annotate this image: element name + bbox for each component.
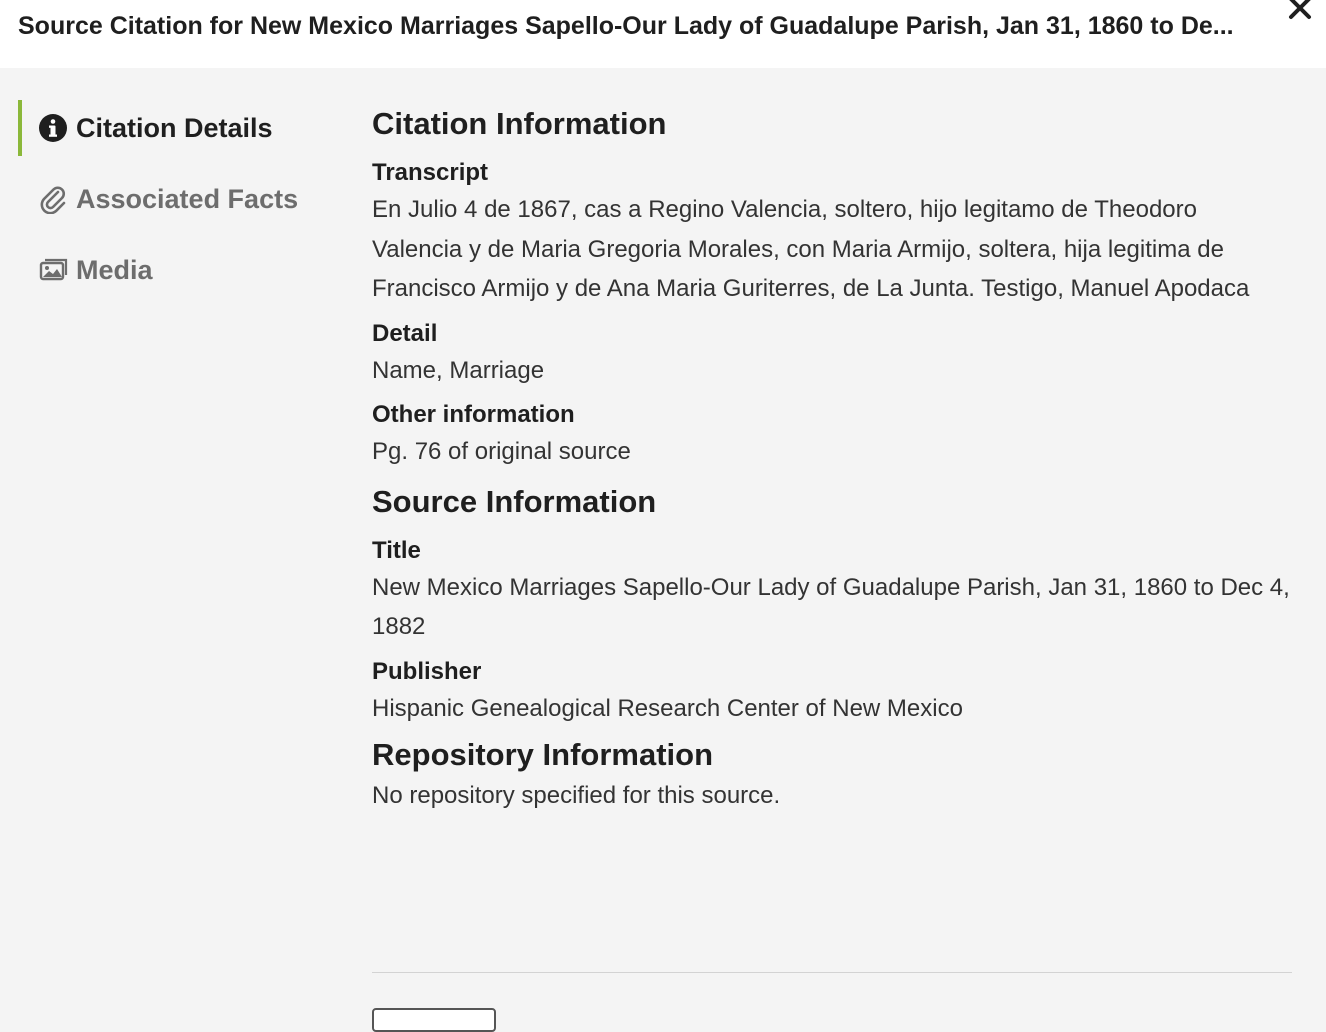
publisher-label: Publisher — [372, 657, 482, 685]
close-icon — [1286, 0, 1314, 22]
title-label: Title — [372, 536, 421, 564]
other-information-label: Other information — [372, 401, 575, 428]
detail-label: Detail — [372, 319, 438, 347]
transcript-value: En Julio 4 de 1867, cas a Regino Valencia, soltero, hijo legitamo de Theodoro Valencia y de Maria Gregoria Morales, con Maria Armijo, soltera, hija legitima de Francisco Armijo y de Ana Maria Guriterres, de La Junta. Testigo, Manuel Apodaca — [372, 196, 1250, 302]
detail-value: Name, Marriage — [372, 356, 545, 384]
source-information-heading: Source Information — [372, 483, 657, 519]
title-value: New Mexico Marriages Sapello-Our Lady of Guadalupe Parish, Jan 31, 1860 to Dec 4, 1882 — [372, 573, 1290, 640]
info-circle-icon — [38, 113, 68, 143]
citation-content — [372, 100, 1292, 822]
sidebar-item-label: Media — [76, 254, 153, 285]
sidebar-item-label: Citation Details — [76, 112, 273, 143]
paperclip-icon — [38, 184, 68, 214]
sidebar-item-media[interactable] — [18, 242, 338, 298]
other-information-value: Pg. 76 of original source — [372, 438, 631, 465]
divider — [372, 972, 1292, 973]
repository-information-heading: Repository Information — [372, 737, 714, 772]
sidebar-item-associated-facts[interactable] — [18, 171, 338, 227]
sidebar-item-label: Associated Facts — [76, 183, 299, 214]
sidebar-item-citation-details[interactable] — [18, 100, 338, 156]
close-button[interactable] — [1286, 0, 1314, 22]
publisher-value: Hispanic Genealogical Research Center of New Mexico — [372, 694, 963, 722]
photos-icon — [38, 255, 68, 285]
sidebar-nav — [18, 100, 338, 313]
repository-value: No repository specified for this source. — [372, 782, 781, 809]
modal-header — [0, 0, 1326, 68]
citation-information-heading: Citation Information — [372, 106, 667, 141]
modal-title: Source Citation for New Mexico Marriages Sapello-Our Lady of Guadalupe Parish, Jan 31, 1860 to De... — [18, 12, 1234, 40]
transcript-label: Transcript — [372, 159, 489, 186]
